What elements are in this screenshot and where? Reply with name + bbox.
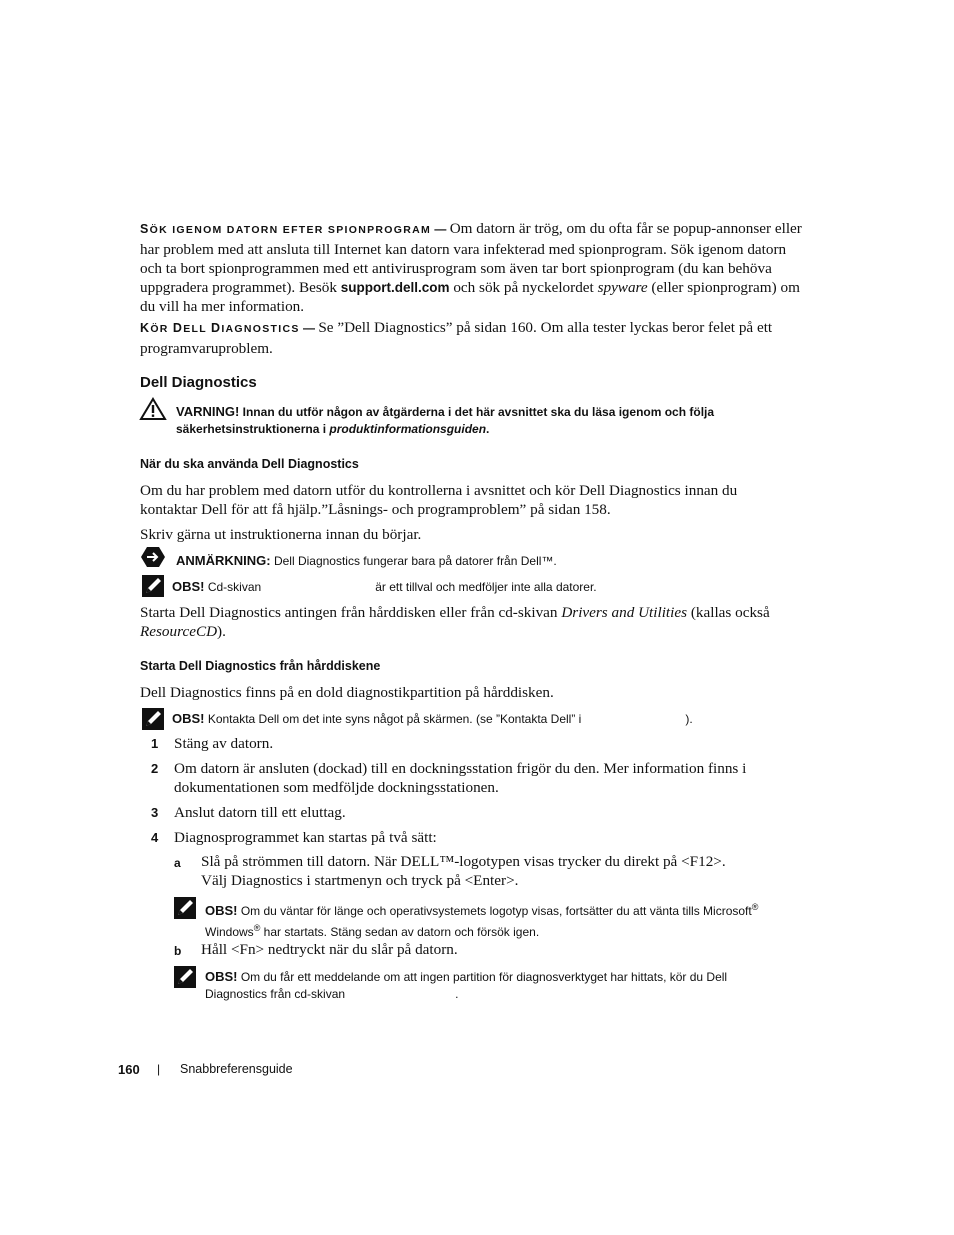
run-diagnostics-run-in-heading: KÖR DELL DIAGNOSTICS bbox=[140, 321, 300, 335]
obs-note-1: OBS! Cd-skivan är ett tillval och medföljer inte alla datorer. bbox=[172, 579, 597, 594]
obs-label-4: OBS! bbox=[205, 969, 238, 984]
notice-label: ANMÄRKNING: bbox=[176, 553, 271, 568]
step-number-1: 1 bbox=[151, 736, 159, 751]
support-link[interactable]: support.dell.com bbox=[340, 280, 450, 295]
obs-note-2: OBS! Kontakta Dell om det inte syns något på skärmen. (se ”Kontakta Dell” i ). bbox=[172, 711, 693, 726]
when-line-1: Om du har problem med datorn utför du kontrollerna i avsnittet och kör Dell Diagnostics innan du bbox=[140, 482, 738, 499]
obs-note-4: OBS! Om du får ett meddelande om att ingen partition för diagnosverktyget har hittats, kör du Dell Diagnostics från cd-skivan . bbox=[205, 969, 728, 1001]
run-diagnostics-line-1: KÖR DELL DIAGNOSTICS — Se ”Dell Diagnostics” på sidan 160. Om alla tester lyckas beror felet på ett bbox=[140, 319, 773, 336]
substep-text-b: Håll <Fn> nedtryckt när du slår på datorn. bbox=[201, 941, 458, 958]
dell-diagnostics-heading: Dell Diagnostics bbox=[140, 374, 257, 391]
start-options-line-2: ResourceCD). bbox=[140, 623, 226, 640]
step-number-2: 2 bbox=[151, 761, 159, 776]
start-options-line-1: Starta Dell Diagnostics antingen från hårddisken eller från cd-skivan Drivers and Utilities (kallas också bbox=[140, 604, 770, 621]
step-text-1: Stäng av datorn. bbox=[174, 735, 274, 752]
spyware-line-4: uppgradera programmet). Besök support.dell.com och sök på nyckelordet spyware (eller spionprogram) om bbox=[140, 279, 800, 296]
hidden-partition-paragraph: Dell Diagnostics finns på en dold diagnostikpartition på hårddisken. bbox=[140, 684, 554, 701]
spyware-paragraph bbox=[140, 219, 820, 316]
spyware-line-5: du vill ha mer information. bbox=[140, 298, 305, 315]
pencil-note-icon bbox=[174, 897, 196, 919]
warning-line-1: VARNING! Innan du utför någon av åtgärderna i det här avsnittet ska du läsa igenom och följa bbox=[176, 404, 715, 419]
spyware-line-3: och ta bort spionprogrammen med ett antivirusprogram som även tar bort spionprogram (du kan behöva bbox=[140, 260, 772, 277]
substep-letter-b: b bbox=[174, 944, 182, 958]
step-number-3: 3 bbox=[151, 805, 159, 820]
resourcecd-title: ResourceCD bbox=[140, 623, 218, 640]
run-diagnostics-line-2: programvaruproblem. bbox=[140, 340, 273, 357]
pencil-note-icon bbox=[174, 966, 196, 988]
start-options-paragraph bbox=[140, 603, 820, 641]
warning-line-2: säkerhetsinstruktionerna i produktinformationsguiden. bbox=[176, 422, 490, 436]
product-info-guide: produktinformationsguiden bbox=[329, 422, 487, 436]
step-text-2: Om datorn är ansluten (dockad) till en dockningsstation frigör du den. Mer information finns i dokumentationen som medföljde dockningsstationen. bbox=[174, 760, 747, 796]
obs-label-3: OBS! bbox=[205, 903, 238, 918]
footer-title: Snabbreferensguide bbox=[180, 1062, 293, 1076]
spyware-line-1: SÖK IGENOM DATORN EFTER SPIONPROGRAM — Om datorn är trög, om du ofta får se popup-annonser eller bbox=[140, 220, 802, 237]
drivers-utilities-title: Drivers and Utilities bbox=[561, 604, 688, 621]
spyware-line-2: har problem med att ansluta till Internet kan datorn vara infekterad med spionprogram. Sök igenom datorn bbox=[140, 241, 787, 258]
obs-label-2: OBS! bbox=[172, 711, 205, 726]
warning-note bbox=[176, 403, 816, 438]
when-line-2: kontaktar Dell för att få hjälp.”Låsnings- och programproblem” på sidan 158. bbox=[140, 501, 611, 518]
substep-text-a: Slå på strömmen till datorn. När DELL™-logotypen visas trycker du direkt på <F12>. Välj Diagnostics i startmenyn och tryck på <Enter>. bbox=[201, 853, 726, 889]
warning-triangle-icon bbox=[139, 397, 167, 421]
step-text-4: Diagnosprogrammet kan startas på två sätt: bbox=[174, 829, 437, 846]
step-text-3: Anslut datorn till ett eluttag. bbox=[174, 804, 346, 821]
obs-label-1: OBS! bbox=[172, 579, 205, 594]
footer-separator: | bbox=[157, 1062, 161, 1076]
when-paragraph bbox=[140, 481, 820, 519]
print-instructions-paragraph: Skriv gärna ut instruktionerna innan du börjar. bbox=[140, 526, 422, 543]
warning-label: VARNING! bbox=[176, 404, 240, 419]
spyware-keyword: spyware bbox=[597, 279, 648, 296]
pencil-note-icon bbox=[142, 575, 164, 597]
notice-note: ANMÄRKNING: Dell Diagnostics fungerar bara på datorer från Dell™. bbox=[176, 553, 557, 568]
run-diagnostics-paragraph bbox=[140, 318, 820, 358]
spyware-run-in-heading: SÖK IGENOM DATORN EFTER SPIONPROGRAM bbox=[140, 222, 432, 236]
when-to-use-heading: När du ska använda Dell Diagnostics bbox=[140, 457, 359, 471]
step-number-4: 4 bbox=[151, 830, 159, 845]
start-from-harddisk-heading: Starta Dell Diagnostics från hårddiskene bbox=[140, 659, 381, 673]
notice-icon bbox=[140, 546, 166, 568]
substep-letter-a: a bbox=[174, 856, 181, 870]
pencil-note-icon bbox=[142, 708, 164, 730]
obs-note-3: OBS! Om du väntar för länge och operativsystemets logotyp visas, fortsätter du att vänta tills Microsoft® Windows® har startats. Stäng sedan av datorn och försök igen. bbox=[205, 902, 759, 939]
page-number: 160 bbox=[118, 1062, 140, 1077]
